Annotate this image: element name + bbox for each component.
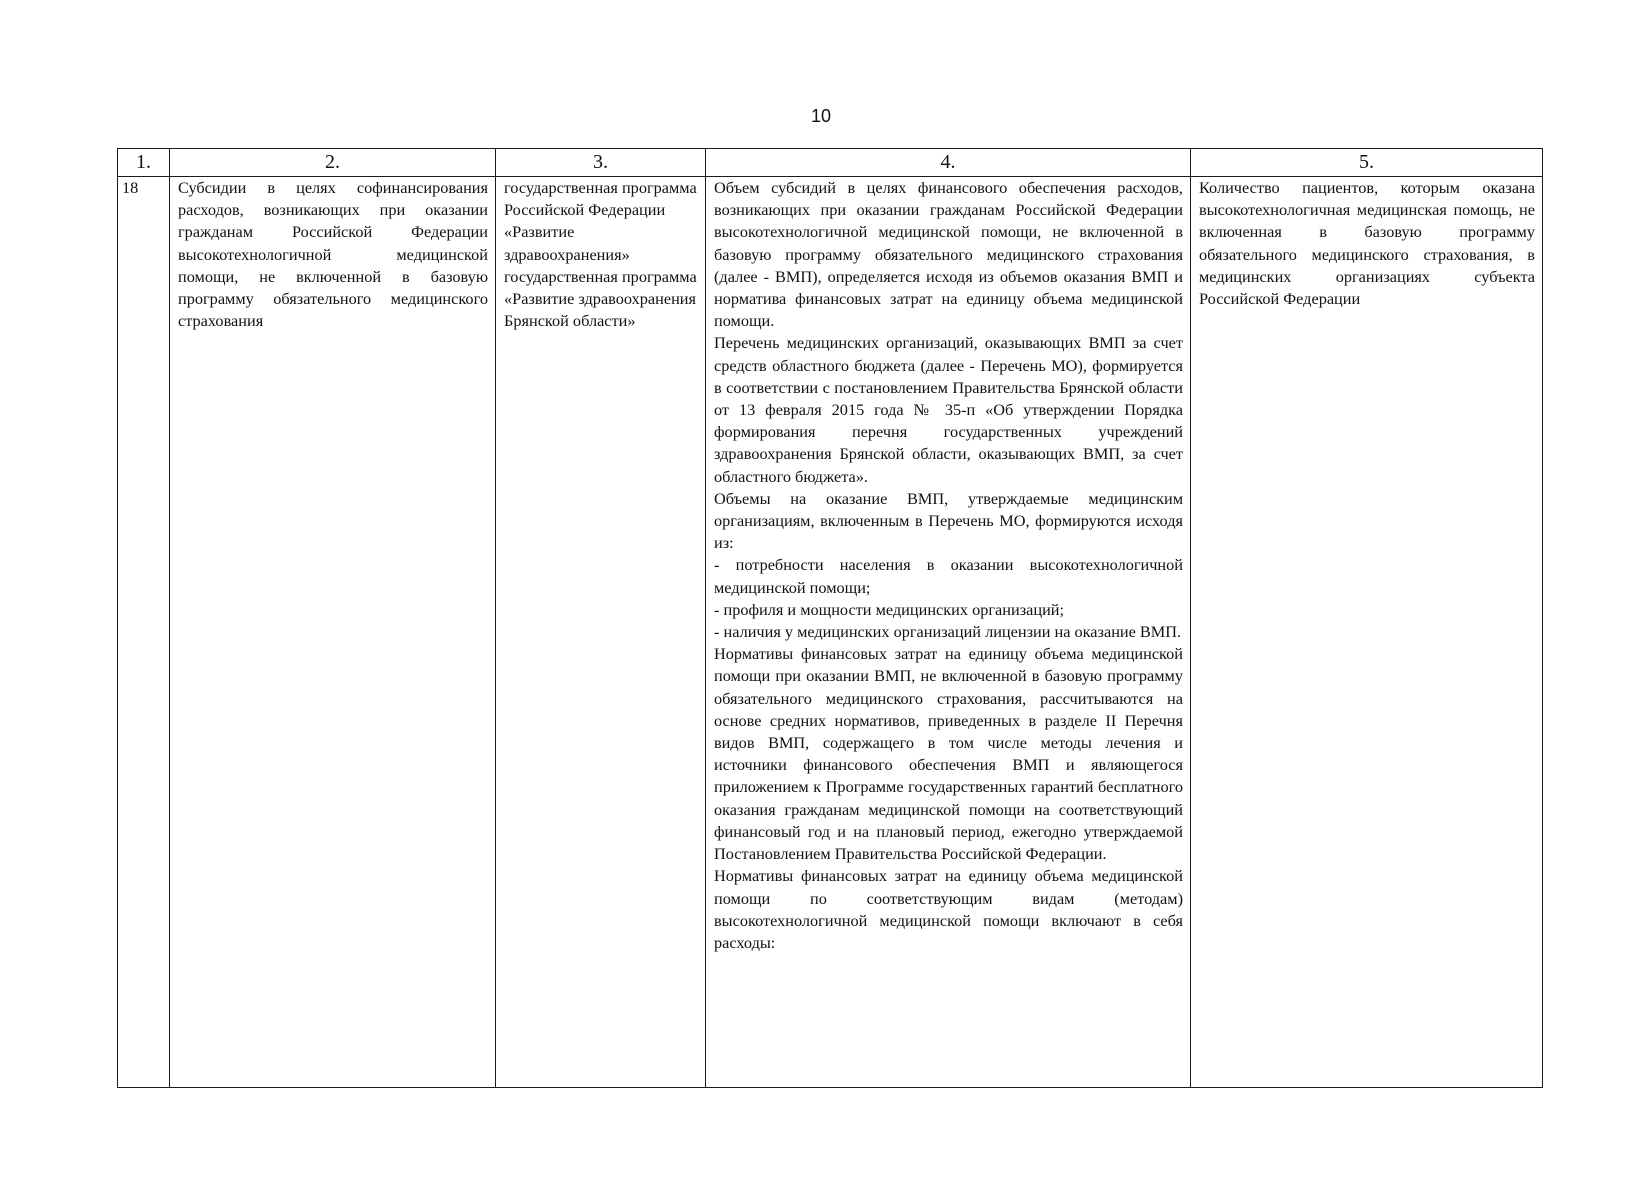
program-federal: государственная программа Российской Федерации «Развитие здравоохранения» xyxy=(504,178,697,264)
indicator-cell: Количество пациентов, которым оказана высокотехнологичная медицинская помощь, не включенная в базовую программу обязательного медицинского страхования, в медицинских организациях субъекта Российской Федерации xyxy=(1191,177,1543,1088)
row-number: 18 xyxy=(118,177,170,1088)
program-regional: государственная программа «Развитие здравоохранения Брянской области» xyxy=(504,266,697,331)
methodology-paragraph: Нормативы финансовых затрат на единицу объема медицинской помощи при оказании ВМП, не включенной в базовую программу обязательного медицинского страхования, рассчитываются на основе средних нормативов, приведенных в разделе II Перечня видов ВМП, содержащего в том числе методы лечения и источники финансового обеспечения ВМП и являющегося приложением к Программе государственных гарантий бесплатного оказания гражданам медицинской помощи на соответствующий финансовый год и на плановый период, ежегодно утверждаемой Постановлением Правительства Российской Федерации. xyxy=(714,644,1183,864)
methodology-list-item: - потребности населения в оказании высокотехнологичной медицинской помощи; xyxy=(714,555,1183,597)
methodology-paragraph: Объемы на оказание ВМП, утверждаемые медицинским организациям, включенным в Перечень МО, формируются исходя из: xyxy=(714,488,1183,553)
header-col-1: 1. xyxy=(118,149,170,177)
methodology-list-item: - профиля и мощности медицинских организаций; xyxy=(714,599,1065,619)
subsidy-name-cell: Субсидии в целях софинансирования расходов, возникающих при оказании гражданам Российской Федерации высокотехнологичной медицинской помощи, не включенной в базовую программу обязательного медицинского страхования xyxy=(170,177,496,1088)
page-number: 10 xyxy=(810,106,832,126)
header-col-5: 5. xyxy=(1191,149,1543,177)
header-col-3: 3. xyxy=(496,149,706,177)
document-table xyxy=(117,148,1543,1088)
methodology-list-item: - наличия у медицинских организаций лицензии на оказание ВМП. xyxy=(714,622,1182,642)
header-col-4: 4. xyxy=(706,149,1191,177)
methodology-paragraph: Объем субсидий в целях финансового обеспечения расходов, возникающих при оказании гражданам Российской Федерации высокотехнологичной медицинской помощи, не включенной в базовую программу обязательного медицинского страхования (далее - ВМП), определяется исходя из объемов оказания ВМП и норматива финансовых затрат на единицу объема медицинской помощи. xyxy=(714,178,1183,331)
table-row xyxy=(118,177,1543,1088)
methodology-cell xyxy=(706,177,1191,1088)
methodology-paragraph: Нормативы финансовых затрат на единицу объема медицинской помощи по соответствующим видам (методам) высокотехнологичной медицинской помощи включают в себя расходы: xyxy=(714,866,1183,952)
methodology-paragraph: Перечень медицинских организаций, оказывающих ВМП за счет средств областного бюджета (далее - Перечень МО), формируется в соответствии с постановлением Правительства Брянской области от 13 февраля 2015 года № 35-п «Об утверждении Порядка формирования перечня государственных учреждений здравоохранения Брянской области, оказывающих ВМП, за счет областного бюджета». xyxy=(714,333,1183,486)
header-col-2: 2. xyxy=(170,149,496,177)
program-cell xyxy=(496,177,706,1088)
table-header-row xyxy=(118,149,1543,177)
